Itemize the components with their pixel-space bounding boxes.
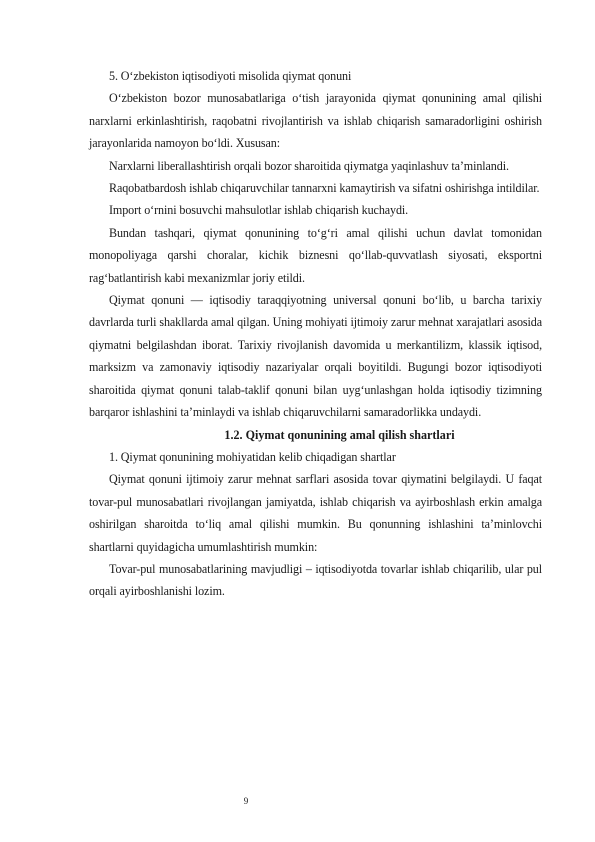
document-page xyxy=(89,65,542,603)
section-heading: 1.2. Qiymat qonunining amal qilish shartlari xyxy=(224,427,455,442)
list-item: Import o‘rnini bosuvchi mahsulotlar ishlab chiqarish kuchaydi. xyxy=(109,203,409,218)
paragraph: Qiymat qonuni ijtimoiy zarur mehnat sarflari asosida tovar qiymatini belgilaydi. U faqat tovar-pul munosabatlari rivojlangan jamiyatda, ishlab chiqarish va ayirboshlash erkin amalga oshirilgan sharoitda to‘liq amal qilishi mumkin. Bu qonunning ishlashini ta’minlovchi shartlarni quyidagicha umumlashtirish mumkin: xyxy=(89,472,542,554)
paragraph: Tovar-pul munosabatlarining mavjudligi – iqtisodiyotda tovarlar ishlab chiqarilib, ular pul orqali ayirboshlanishi lozim. xyxy=(89,561,542,599)
list-item: Narxlarni liberallashtirish orqali bozor sharoitida qiymatga yaqinlashuv ta’minlandi. xyxy=(109,158,509,173)
subsection-title: 5. O‘zbekiston iqtisodiyoti misolida qiymat qonuni xyxy=(109,69,352,83)
paragraph: O‘zbekiston bozor munosabatlariga o‘tish jarayonida qiymat qonunining amal qilishi narxlarni erkinlashtirish, raqobatni rivojlantirish va ishlab chiqarish samaradorligini oshirish jarayonlarida namoyon bo‘ldi. Xususan: xyxy=(89,91,542,151)
list-item: Raqobatbardosh ishlab chiqaruvchilar tannarxni kamaytirish va sifatni oshirishga intildilar. xyxy=(109,181,540,196)
page-number: 9 xyxy=(243,796,249,806)
subsection-title: 1. Qiymat qonunining mohiyatidan kelib chiqadigan shartlar xyxy=(109,449,396,464)
paragraph: Bundan tashqari, qiymat qonunining to‘g‘ri amal qilishi uchun davlat tomonidan monopoliyaga qarshi choralar, kichik biznesni qo‘llab-quvvatlash siyosati, eksportni rag‘batlantirish kabi mexanizmlar joriy etildi. xyxy=(89,225,542,285)
paragraph: Qiymat qonuni — iqtisodiy taraqqiyotning universal qonuni bo‘lib, u barcha tarixiy davrlarda turli shakllarda amal qilgan. Uning mohiyati ijtimoiy zarur mehnat xarajatlari asosida qiymatni belgilashdan iborat. Tarixiy rivojlanish davomida u merkantilizm, klassik iqtisod, marksizm va zamonaviy iqtisodiy nazariyalar orqali boyitildi. Bugungi bozor iqtisodiyoti sharoitida qiymat qonuni talab-taklif qonuni bilan uyg‘unlashgan holda iqtisodiy tizimning barqaror ishlashini ta’minlaydi va ishlab chiqaruvchilarni samaradorlikka undaydi. xyxy=(89,293,542,420)
